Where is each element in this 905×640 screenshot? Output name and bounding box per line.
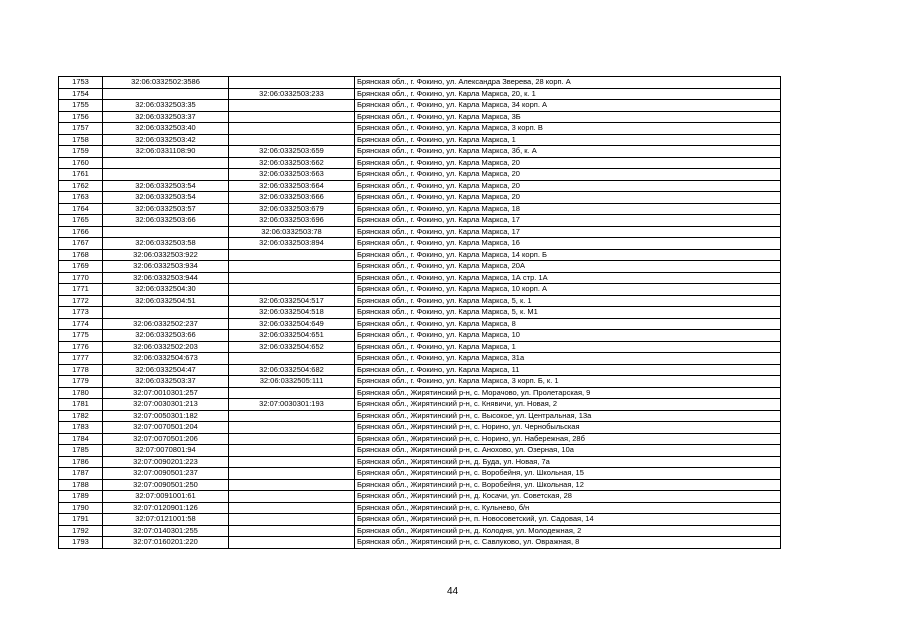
cadastral-number-cell: [103, 157, 229, 169]
address-cell: Брянская обл., г. Фокино, ул. Карла Маркса, 20: [355, 169, 781, 181]
address-cell: Брянская обл., Жирятинский р-н, с. Норино, ул. Набережная, 28б: [355, 433, 781, 445]
cadastral-number-cell: 32:06:0332503:40: [103, 123, 229, 135]
cadastral-number-cell: 32:06:0332503:944: [103, 272, 229, 284]
address-cell: Брянская обл., г. Фокино, ул. Карла Маркса, 20: [355, 180, 781, 192]
building-cadastral-number-cell: 32:06:0332503:894: [229, 238, 355, 250]
building-cadastral-number-cell: [229, 479, 355, 491]
cadastral-number-cell: 32:06:0332502:237: [103, 318, 229, 330]
building-cadastral-number-cell: 32:07:0030301:193: [229, 399, 355, 411]
building-cadastral-number-cell: [229, 387, 355, 399]
address-cell: Брянская обл., Жирятинский р-н, с. Анохово, ул. Озерная, 10а: [355, 445, 781, 457]
row-number-cell: 1766: [59, 226, 103, 238]
table-row: [59, 468, 781, 480]
address-cell: Брянская обл., г. Фокино, ул. Карла Маркса, 11: [355, 364, 781, 376]
address-cell: Брянская обл., г. Фокино, ул. Карла Маркса, 20А: [355, 261, 781, 273]
address-cell: Брянская обл., г. Фокино, ул. Карла Маркса, 5, к. М1: [355, 307, 781, 319]
table-row: [59, 226, 781, 238]
row-number-cell: 1780: [59, 387, 103, 399]
row-number-cell: 1777: [59, 353, 103, 365]
row-number-cell: 1762: [59, 180, 103, 192]
cadastral-number-cell: 32:07:0070801:94: [103, 445, 229, 457]
cadastral-number-cell: 32:06:0332504:51: [103, 295, 229, 307]
row-number-cell: 1757: [59, 123, 103, 135]
cadastral-number-cell: 32:06:0332503:42: [103, 134, 229, 146]
building-cadastral-number-cell: 32:06:0332503:696: [229, 215, 355, 227]
building-cadastral-number-cell: 32:06:0332504:517: [229, 295, 355, 307]
cadastral-number-cell: 32:07:0091001:61: [103, 491, 229, 503]
cadastral-number-cell: 32:06:0332503:58: [103, 238, 229, 250]
table-row: [59, 146, 781, 158]
row-number-cell: 1753: [59, 77, 103, 89]
building-cadastral-number-cell: 32:06:0332504:518: [229, 307, 355, 319]
table-row: [59, 410, 781, 422]
table-row: [59, 433, 781, 445]
cadastral-number-cell: 32:07:0030301:213: [103, 399, 229, 411]
row-number-cell: 1754: [59, 88, 103, 100]
cadastral-number-cell: 32:06:0331108:90: [103, 146, 229, 158]
table-row: [59, 249, 781, 261]
address-cell: Брянская обл., Жирятинский р-н, д. Буда, ул. Новая, 7а: [355, 456, 781, 468]
cadastral-number-cell: 32:07:0121001:58: [103, 514, 229, 526]
cadastral-number-cell: 32:06:0332503:54: [103, 180, 229, 192]
cadastral-number-cell: 32:06:0332503:54: [103, 192, 229, 204]
table-row: [59, 123, 781, 135]
row-number-cell: 1755: [59, 100, 103, 112]
address-cell: Брянская обл., г. Фокино, ул. Карла Маркса, 3Б: [355, 111, 781, 123]
row-number-cell: 1788: [59, 479, 103, 491]
table-row: [59, 364, 781, 376]
building-cadastral-number-cell: [229, 353, 355, 365]
building-cadastral-number-cell: 32:06:0332503:659: [229, 146, 355, 158]
cadastral-number-cell: 32:06:0332504:47: [103, 364, 229, 376]
address-cell: Брянская обл., г. Фокино, ул. Карла Маркса, 10: [355, 330, 781, 342]
address-cell: Брянская обл., Жирятинский р-н, с. Воробейня, ул. Школьная, 15: [355, 468, 781, 480]
address-cell: Брянская обл., г. Фокино, ул. Карла Маркса, 17: [355, 215, 781, 227]
building-cadastral-number-cell: [229, 468, 355, 480]
building-cadastral-number-cell: [229, 537, 355, 549]
building-cadastral-number-cell: [229, 111, 355, 123]
building-cadastral-number-cell: [229, 502, 355, 514]
address-cell: Брянская обл., г. Фокино, ул. Карла Маркса, 18: [355, 203, 781, 215]
building-cadastral-number-cell: 32:06:0332503:663: [229, 169, 355, 181]
row-number-cell: 1761: [59, 169, 103, 181]
table-row: [59, 180, 781, 192]
address-cell: Брянская обл., г. Фокино, ул. Карла Маркса, 1А стр. 1А: [355, 272, 781, 284]
table-row: [59, 445, 781, 457]
row-number-cell: 1759: [59, 146, 103, 158]
cadastral-number-cell: 32:07:0090201:223: [103, 456, 229, 468]
row-number-cell: 1778: [59, 364, 103, 376]
table-row: [59, 537, 781, 549]
cadastral-number-cell: 32:07:0090501:250: [103, 479, 229, 491]
building-cadastral-number-cell: [229, 272, 355, 284]
address-cell: Брянская обл., г. Фокино, ул. Карла Маркса, 16: [355, 238, 781, 250]
table-row: [59, 525, 781, 537]
address-cell: Брянская обл., Жирятинский р-н, с. Княвичи, ул. Новая, 2: [355, 399, 781, 411]
address-cell: Брянская обл., г. Фокино, ул. Александра Зверева, 28 корп. А: [355, 77, 781, 89]
table-row: [59, 353, 781, 365]
table-row: [59, 376, 781, 388]
table-row: [59, 502, 781, 514]
building-cadastral-number-cell: 32:06:0332504:652: [229, 341, 355, 353]
building-cadastral-number-cell: [229, 261, 355, 273]
cadastral-number-cell: 32:06:0332503:922: [103, 249, 229, 261]
row-number-cell: 1785: [59, 445, 103, 457]
address-cell: Брянская обл., г. Фокино, ул. Карла Маркса, 20: [355, 192, 781, 204]
cadastral-number-cell: 32:06:0332503:37: [103, 376, 229, 388]
table-row: [59, 88, 781, 100]
address-cell: Брянская обл., Жирятинский р-н, с. Высокое, ул. Центральная, 13а: [355, 410, 781, 422]
address-cell: Брянская обл., г. Фокино, ул. Карла Маркса, 8: [355, 318, 781, 330]
building-cadastral-number-cell: [229, 491, 355, 503]
row-number-cell: 1769: [59, 261, 103, 273]
building-cadastral-number-cell: [229, 123, 355, 135]
cadastral-number-cell: 32:06:0332503:66: [103, 215, 229, 227]
cadastral-number-cell: 32:06:0332504:673: [103, 353, 229, 365]
building-cadastral-number-cell: 32:06:0332504:649: [229, 318, 355, 330]
address-cell: Брянская обл., Жирятинский р-н, с. Морачово, ул. Пролетарская, 9: [355, 387, 781, 399]
address-cell: Брянская обл., г. Фокино, ул. Карла Маркса, 31а: [355, 353, 781, 365]
table-row: [59, 479, 781, 491]
address-cell: Брянская обл., Жирятинский р-н, д. Косачи, ул. Советская, 28: [355, 491, 781, 503]
building-cadastral-number-cell: [229, 134, 355, 146]
row-number-cell: 1758: [59, 134, 103, 146]
address-cell: Брянская обл., Жирятинский р-н, с. Воробейня, ул. Школьная, 12: [355, 479, 781, 491]
table-row: [59, 295, 781, 307]
cadastral-number-cell: 32:07:0120901:126: [103, 502, 229, 514]
building-cadastral-number-cell: 32:06:0332503:78: [229, 226, 355, 238]
table-row: [59, 456, 781, 468]
table-row: [59, 261, 781, 273]
row-number-cell: 1768: [59, 249, 103, 261]
row-number-cell: 1786: [59, 456, 103, 468]
table-row: [59, 399, 781, 411]
cadastral-number-cell: 32:07:0140301:255: [103, 525, 229, 537]
table-row: [59, 422, 781, 434]
cadastral-number-cell: [103, 307, 229, 319]
table-row: [59, 215, 781, 227]
row-number-cell: 1779: [59, 376, 103, 388]
building-cadastral-number-cell: [229, 284, 355, 296]
row-number-cell: 1774: [59, 318, 103, 330]
address-cell: Брянская обл., г. Фокино, ул. Карла Маркса, 17: [355, 226, 781, 238]
table-row: [59, 203, 781, 215]
building-cadastral-number-cell: [229, 249, 355, 261]
row-number-cell: 1756: [59, 111, 103, 123]
cadastral-number-cell: [103, 88, 229, 100]
table-row: [59, 307, 781, 319]
building-cadastral-number-cell: 32:06:0332504:651: [229, 330, 355, 342]
table-row: [59, 284, 781, 296]
row-number-cell: 1763: [59, 192, 103, 204]
row-number-cell: 1764: [59, 203, 103, 215]
cadastral-number-cell: [103, 226, 229, 238]
table-row: [59, 77, 781, 89]
cadastral-number-cell: 32:07:0070501:206: [103, 433, 229, 445]
table-row: [59, 134, 781, 146]
address-cell: Брянская обл., Жирятинский р-н, с. Норино, ул. Чернобыльская: [355, 422, 781, 434]
table-row: [59, 491, 781, 503]
building-cadastral-number-cell: [229, 410, 355, 422]
address-cell: Брянская обл., Жирятинский р-н, д. Колодня, ул. Молодежная, 2: [355, 525, 781, 537]
address-cell: Брянская обл., г. Фокино, ул. Карла Маркса, 3 корп. Б, к. 1: [355, 376, 781, 388]
table-row: [59, 111, 781, 123]
row-number-cell: 1789: [59, 491, 103, 503]
row-number-cell: 1773: [59, 307, 103, 319]
row-number-cell: 1772: [59, 295, 103, 307]
address-cell: Брянская обл., Жирятинский р-н, с. Савлуково, ул. Овражная, 8: [355, 537, 781, 549]
building-cadastral-number-cell: 32:06:0332505:111: [229, 376, 355, 388]
table-row: [59, 341, 781, 353]
building-cadastral-number-cell: [229, 433, 355, 445]
building-cadastral-number-cell: 32:06:0332503:666: [229, 192, 355, 204]
address-cell: Брянская обл., г. Фокино, ул. Карла Маркса, 1: [355, 341, 781, 353]
building-cadastral-number-cell: [229, 525, 355, 537]
row-number-cell: 1775: [59, 330, 103, 342]
registry-table: [58, 76, 781, 549]
row-number-cell: 1765: [59, 215, 103, 227]
address-cell: Брянская обл., г. Фокино, ул. Карла Маркса, 1: [355, 134, 781, 146]
row-number-cell: 1760: [59, 157, 103, 169]
table-row: [59, 157, 781, 169]
page-number: 44: [446, 586, 459, 597]
row-number-cell: 1776: [59, 341, 103, 353]
row-number-cell: 1790: [59, 502, 103, 514]
cadastral-number-cell: 32:06:0332503:57: [103, 203, 229, 215]
address-cell: Брянская обл., Жирятинский р-н, с. Кульнево, б/н: [355, 502, 781, 514]
address-cell: Брянская обл., г. Фокино, ул. Карла Маркса, 14 корп. Б: [355, 249, 781, 261]
building-cadastral-number-cell: 32:06:0332503:679: [229, 203, 355, 215]
cadastral-number-cell: 32:07:0010301:257: [103, 387, 229, 399]
building-cadastral-number-cell: 32:06:0332503:233: [229, 88, 355, 100]
table-row: [59, 387, 781, 399]
building-cadastral-number-cell: [229, 422, 355, 434]
registry-table-body: [59, 77, 781, 549]
building-cadastral-number-cell: [229, 100, 355, 112]
row-number-cell: 1784: [59, 433, 103, 445]
building-cadastral-number-cell: [229, 514, 355, 526]
building-cadastral-number-cell: 32:06:0332504:682: [229, 364, 355, 376]
address-cell: Брянская обл., г. Фокино, ул. Карла Маркса, 20, к. 1: [355, 88, 781, 100]
cadastral-number-cell: 32:07:0090501:237: [103, 468, 229, 480]
row-number-cell: 1793: [59, 537, 103, 549]
row-number-cell: 1792: [59, 525, 103, 537]
address-cell: Брянская обл., г. Фокино, ул. Карла Маркса, 10 корп. А: [355, 284, 781, 296]
cadastral-number-cell: 32:06:0332503:37: [103, 111, 229, 123]
cadastral-number-cell: 32:06:0332503:35: [103, 100, 229, 112]
row-number-cell: 1781: [59, 399, 103, 411]
row-number-cell: 1782: [59, 410, 103, 422]
address-cell: Брянская обл., г. Фокино, ул. Карла Маркса, 3б, к. А: [355, 146, 781, 158]
row-number-cell: 1783: [59, 422, 103, 434]
building-cadastral-number-cell: 32:06:0332503:664: [229, 180, 355, 192]
cadastral-number-cell: 32:06:0332504:30: [103, 284, 229, 296]
table-row: [59, 318, 781, 330]
address-cell: Брянская обл., г. Фокино, ул. Карла Маркса, 34 корп. А: [355, 100, 781, 112]
cadastral-number-cell: 32:06:0332502:203: [103, 341, 229, 353]
building-cadastral-number-cell: [229, 456, 355, 468]
building-cadastral-number-cell: [229, 77, 355, 89]
table-row: [59, 100, 781, 112]
table-row: [59, 192, 781, 204]
address-cell: Брянская обл., г. Фокино, ул. Карла Маркса, 20: [355, 157, 781, 169]
table-row: [59, 514, 781, 526]
row-number-cell: 1787: [59, 468, 103, 480]
table-row: [59, 272, 781, 284]
cadastral-number-cell: [103, 169, 229, 181]
row-number-cell: 1791: [59, 514, 103, 526]
table-row: [59, 330, 781, 342]
row-number-cell: 1771: [59, 284, 103, 296]
cadastral-number-cell: 32:07:0160201:220: [103, 537, 229, 549]
address-cell: Брянская обл., г. Фокино, ул. Карла Маркса, 3 корп. В: [355, 123, 781, 135]
table-row: [59, 169, 781, 181]
cadastral-number-cell: 32:06:0332503:66: [103, 330, 229, 342]
building-cadastral-number-cell: [229, 445, 355, 457]
cadastral-number-cell: 32:07:0050301:182: [103, 410, 229, 422]
row-number-cell: 1767: [59, 238, 103, 250]
building-cadastral-number-cell: 32:06:0332503:662: [229, 157, 355, 169]
cadastral-number-cell: 32:07:0070501:204: [103, 422, 229, 434]
cadastral-number-cell: 32:06:0332503:934: [103, 261, 229, 273]
table-row: [59, 238, 781, 250]
row-number-cell: 1770: [59, 272, 103, 284]
cadastral-number-cell: 32:06:0332502:3586: [103, 77, 229, 89]
address-cell: Брянская обл., г. Фокино, ул. Карла Маркса, 5, к. 1: [355, 295, 781, 307]
address-cell: Брянская обл., Жирятинский р-н, п. Новосоветский, ул. Садовая, 14: [355, 514, 781, 526]
